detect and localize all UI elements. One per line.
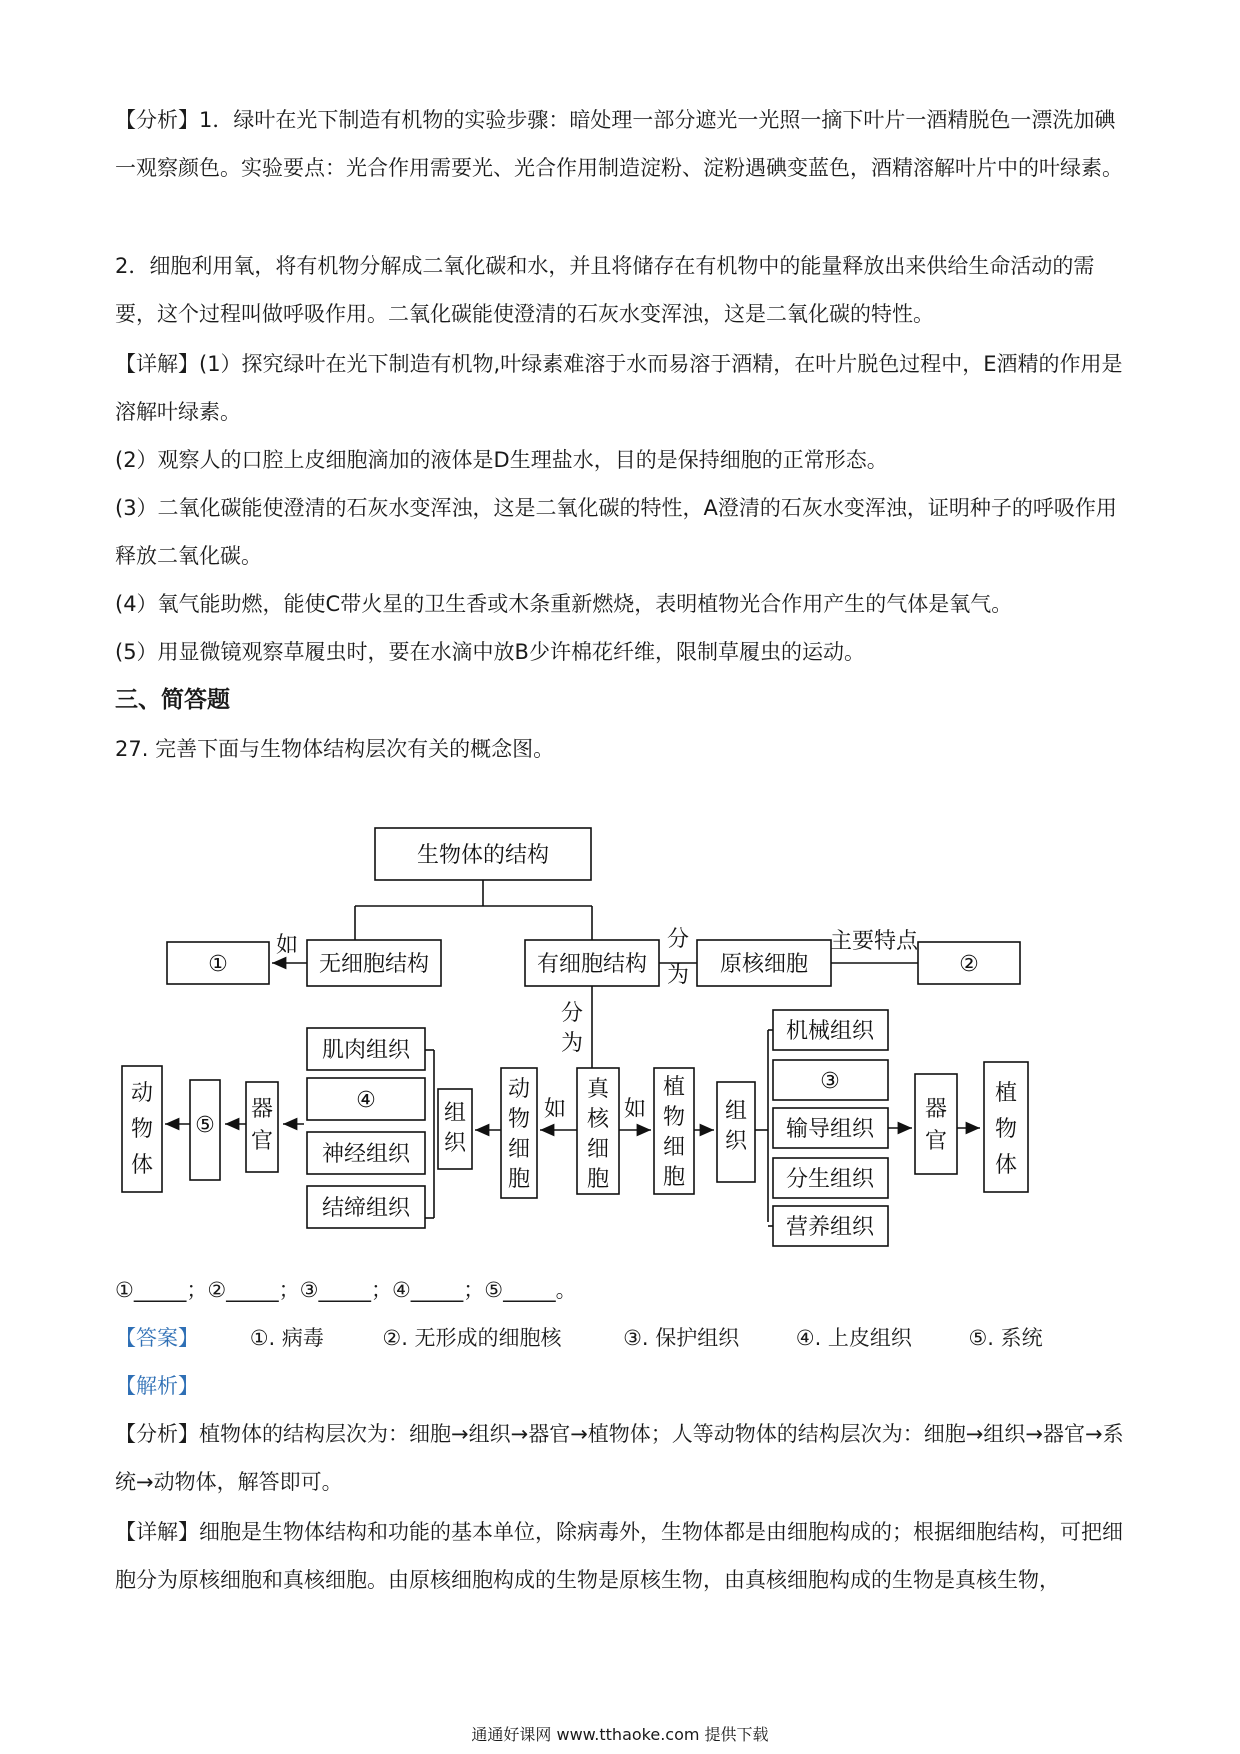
analysis-label: 【分析】	[115, 108, 199, 132]
plant-tissue-char: 组	[724, 1099, 748, 1124]
analysis-heading: 【解析】	[115, 1374, 199, 1398]
plant-tissue-char: 织	[724, 1129, 748, 1154]
answer-label: 【答案】	[115, 1326, 199, 1350]
ru-label-right: 如	[623, 1097, 647, 1122]
connective-tissue-label: 结缔组织	[321, 1196, 411, 1221]
animal-tissue-char: 组	[443, 1101, 467, 1126]
detail-paragraph-2: (2）观察人的口腔上皮细胞滴加的液体是D生理盐水，目的是保持细胞的正常形态。	[115, 448, 888, 472]
wei-label-2: 为	[560, 1031, 584, 1056]
animal-cell-char: 细	[507, 1137, 531, 1162]
blank3-label: ③	[820, 1069, 840, 1094]
plant-cell-char: 胞	[662, 1165, 686, 1190]
eukaryote-char: 细	[586, 1137, 610, 1162]
animal-cell-char: 胞	[507, 1167, 531, 1192]
animal-organ-box	[246, 1082, 278, 1172]
section-title: 三、简答题	[115, 687, 230, 713]
mechanical-tissue-label: 机械组织	[785, 1019, 875, 1044]
concept-diagram	[0, 800, 1240, 1270]
detail-paragraph-6: 【详解】细胞是生物体结构和功能的基本单位，除病毒外，生物体都是由细胞构成的；根据细胞结构，可把细胞分为原核细胞和真核细胞。由原核细胞构成的生物是原核生物，由真核细胞构成的生物是真核生物，	[115, 1520, 1123, 1592]
muscle-tissue-label: 肌肉组织	[321, 1038, 411, 1063]
wei-label: 为	[666, 963, 690, 988]
animal-cell-char: 物	[507, 1107, 531, 1132]
answer-item: ⑤. 系统	[968, 1326, 1043, 1350]
blank4-label: ④	[356, 1088, 376, 1113]
animal-organ-char: 官	[250, 1129, 274, 1154]
plant-cell-char: 物	[662, 1105, 686, 1130]
answer-item: ①. 病毒	[249, 1326, 324, 1350]
plant-body-char: 物	[994, 1117, 1018, 1142]
no-cell-label: 无细胞结构	[318, 952, 430, 977]
detail-paragraph-3: (3）二氧化碳能使澄清的石灰水变浑浊，这是二氧化碳的特性，A澄清的石灰水变浑浊，证明种子的呼吸作用释放二氧化碳。	[115, 496, 1117, 568]
plant-organ-char: 器	[924, 1097, 948, 1122]
question-27: 27. 完善下面与生物体结构层次有关的概念图。	[115, 737, 555, 761]
plant-body-char: 植	[994, 1081, 1018, 1106]
analysis-paragraph-3: 【分析】植物体的结构层次为：细胞→组织→器官→植物体；人等动物体的结构层次为：细胞→组织→器官→系统→动物体，解答即可。	[115, 1422, 1124, 1494]
animal-body-char: 动	[130, 1081, 154, 1106]
eukaryote-char: 真	[586, 1077, 610, 1102]
plant-organ-char: 官	[924, 1129, 948, 1154]
plant-body-char: 体	[994, 1153, 1018, 1178]
blank1-label: ①	[208, 952, 228, 977]
fen-label-2: 分	[560, 1001, 584, 1026]
conducting-tissue-label: 输导组织	[785, 1117, 875, 1142]
fill-in-line: ①_____；②_____；③_____；④_____；⑤_____。	[115, 1278, 577, 1302]
answer-row	[115, 1314, 1043, 1362]
eukaryote-char: 核	[586, 1107, 610, 1132]
nutrient-tissue-label: 营养组织	[785, 1215, 875, 1240]
analysis-label: 【分析】	[115, 1422, 199, 1446]
meristem-tissue-label: 分生组织	[785, 1167, 875, 1192]
analysis-paragraph-2: 2．细胞利用氧，将有机物分解成二氧化碳和水，并且将储存在有机物中的能量释放出来供给生命活动的需要，这个过程叫做呼吸作用。二氧化碳能使澄清的石灰水变浑浊，这是二氧化碳的特性。	[115, 254, 1095, 326]
detail-label: 【详解】	[115, 352, 199, 376]
fen-label: 分	[666, 927, 690, 952]
detail-label: 【详解】	[115, 1520, 199, 1544]
animal-organ-char: 器	[250, 1097, 274, 1122]
ru-label-left: 如	[543, 1097, 567, 1122]
main-feature-label: 主要特点	[829, 929, 919, 954]
nerve-tissue-label: 神经组织	[321, 1142, 411, 1167]
prokaryote-label: 原核细胞	[719, 952, 809, 977]
animal-tissue-char: 织	[443, 1131, 467, 1156]
detail-paragraph-4: (4）氧气能助燃，能使C带火星的卫生香或木条重新燃烧，表明植物光合作用产生的气体是氧气。	[115, 592, 1013, 616]
answer-item: ③. 保护组织	[623, 1326, 740, 1350]
answer-item: ④. 上皮组织	[795, 1326, 912, 1350]
has-cell-label: 有细胞结构	[536, 952, 648, 977]
blank2-label: ②	[959, 952, 979, 977]
detail-paragraph-5: (5）用显微镜观察草履虫时，要在水滴中放B少许棉花纤维，限制草履虫的运动。	[115, 640, 865, 664]
analysis-paragraph-1: 【分析】1．绿叶在光下制造有机物的实验步骤：暗处理一部分遮光一光照一摘下叶片一酒精脱色一漂洗加碘一观察颜色。实验要点：光合作用需要光、光合作用制造淀粉、淀粉遇碘变蓝色，酒精溶解叶片中的叶绿素。	[115, 108, 1123, 180]
animal-cell-char: 动	[507, 1077, 531, 1102]
plant-cell-char: 植	[662, 1075, 686, 1100]
detail-paragraph-1: 【详解】(1）探究绿叶在光下制造有机物,叶绿素难溶于水而易溶于酒精，在叶片脱色过程中，E酒精的作用是溶解叶绿素。	[115, 352, 1123, 424]
animal-body-char: 物	[130, 1117, 154, 1142]
ru-label: 如	[275, 933, 299, 958]
answer-item: ②. 无形成的细胞核	[382, 1326, 562, 1350]
root-label: 生物体的结构	[416, 843, 550, 868]
plant-cell-char: 细	[662, 1135, 686, 1160]
plant-organ-box	[915, 1074, 957, 1174]
page-footer: 通通好课网 www.tthaoke.com 提供下载	[471, 1725, 769, 1744]
animal-body-char: 体	[130, 1153, 154, 1178]
blank5-label: ⑤	[195, 1113, 215, 1138]
eukaryote-char: 胞	[586, 1167, 610, 1192]
